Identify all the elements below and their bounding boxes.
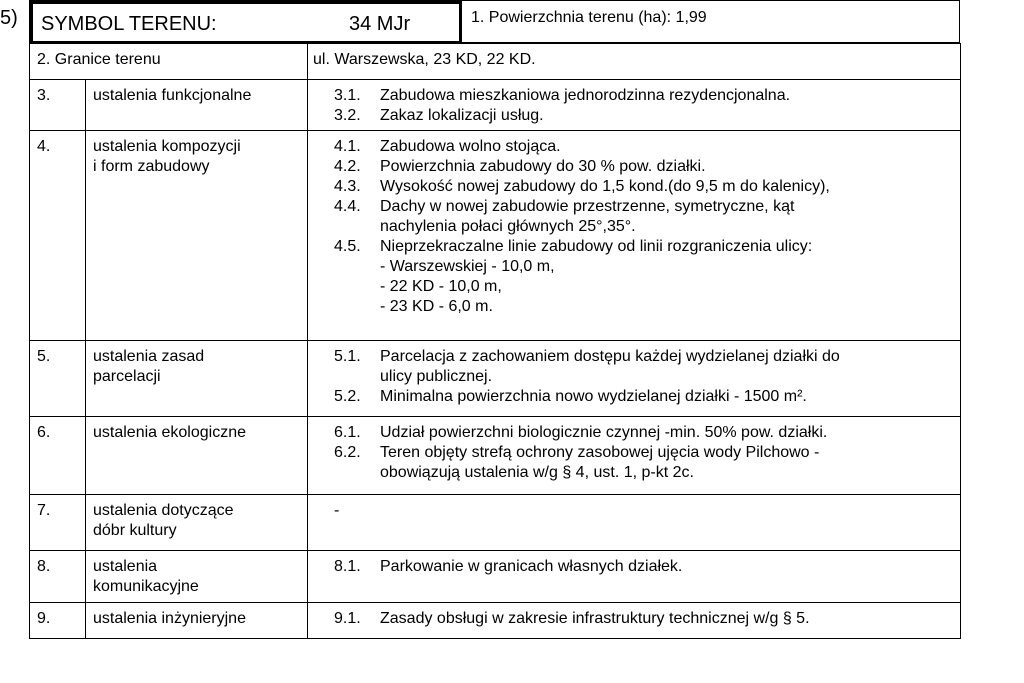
category-line: parcelacji [93, 368, 161, 385]
row-number: 9. [30, 603, 86, 639]
detail-item [308, 297, 960, 317]
detail-text: Zasady obsługi w zakresie infrastruktury technicznej w/g § 5. [380, 610, 810, 627]
detail-number: 4.2. [334, 158, 361, 175]
detail-item [308, 443, 960, 463]
detail-number [308, 367, 380, 387]
detail-item [308, 277, 960, 297]
detail-item [308, 423, 960, 443]
regulations-table [29, 43, 961, 639]
category-line: ustalenia kompozycji [93, 138, 241, 155]
row-category [86, 495, 308, 551]
detail-item [308, 137, 960, 157]
detail-number [308, 463, 380, 483]
detail-text: Zakaz lokalizacji usług. [380, 107, 544, 124]
row-category [86, 603, 308, 639]
detail-item [308, 463, 960, 483]
detail-text: Minimalna powierzchnia nowo wydzielanej działki - 1500 m². [380, 388, 807, 405]
row-category [86, 341, 308, 417]
detail-text: Parkowanie w granicach własnych działek. [380, 558, 683, 575]
detail-item [308, 86, 960, 106]
detail-text: Nieprzekraczalne linie zabudowy od linii rozgraniczenia ulicy: [380, 238, 813, 255]
detail-number: 4.3. [334, 178, 361, 195]
category-line: ustalenia inżynieryjne [93, 610, 246, 627]
detail-number [308, 277, 380, 297]
detail-text: ulicy publicznej. [380, 368, 493, 385]
detail-text: Zabudowa wolno stojąca. [380, 138, 561, 155]
detail-number [308, 257, 380, 277]
section-marker: 5) [0, 7, 18, 29]
detail-number: 9.1. [334, 610, 361, 627]
row-number: 6. [30, 417, 86, 495]
row-number: 8. [30, 551, 86, 603]
row-details [308, 341, 961, 417]
detail-number: 6.1. [334, 424, 361, 441]
detail-number: 3.2. [334, 107, 361, 124]
detail-number: 4.4. [334, 198, 361, 215]
row-details [308, 80, 961, 131]
detail-text: - 23 KD - 6,0 m. [380, 298, 493, 315]
detail-number: 6.2. [334, 444, 361, 461]
row-details [308, 551, 961, 603]
detail-text: - 22 KD - 10,0 m, [380, 278, 502, 295]
detail-number: 5.2. [334, 388, 361, 405]
area-field: 1. Powierzchnia terenu (ha): 1,99 [471, 9, 707, 26]
row-category [86, 417, 308, 495]
detail-item [308, 197, 960, 217]
detail-text: nachylenia połaci głównych 25°,35°. [380, 218, 636, 235]
detail-item [308, 387, 960, 407]
table-row [30, 603, 961, 639]
detail-item [308, 257, 960, 277]
detail-text: Zabudowa mieszkaniowa jednorodzinna rezydencjonalna. [380, 87, 791, 104]
table-row-borders [30, 44, 961, 80]
symbol-label: SYMBOL TERENU: [41, 13, 217, 35]
detail-text: Udział powierzchni biologicznie czynnej -min. 50% pow. działki. [380, 424, 828, 441]
detail-number: 3.1. [334, 87, 361, 104]
row-category [86, 80, 308, 131]
table-row [30, 341, 961, 417]
detail-item [308, 557, 960, 577]
category-line: i form zabudowy [93, 158, 210, 175]
row-category [86, 131, 308, 341]
table-row [30, 131, 961, 341]
header-row [29, 0, 960, 43]
detail-number [308, 297, 380, 317]
detail-text: obowiązują ustalenia w/g § 4, ust. 1, p-kt 2c. [380, 464, 694, 481]
detail-item [308, 501, 960, 521]
detail-number [308, 217, 380, 237]
detail-number: 4.5. [334, 238, 361, 255]
detail-number: 8.1. [334, 558, 361, 575]
detail-text: Dachy w nowej zabudowie przestrzenne, symetryczne, kąt [380, 198, 795, 215]
row-details [308, 603, 961, 639]
category-line: ustalenia ekologiczne [93, 424, 246, 441]
detail-text: Powierzchnia zabudowy do 30 % pow. działki. [380, 158, 706, 175]
detail-item [308, 106, 960, 126]
detail-text: Teren objęty strefą ochrony zasobowej ujęcia wody Pilchowo - [380, 444, 820, 461]
table-row [30, 417, 961, 495]
detail-text: Parcelacja z zachowaniem dostępu każdej wydzielanej działki do [380, 348, 840, 365]
detail-text [380, 501, 960, 521]
detail-number: 5.1. [334, 348, 361, 365]
category-line: komunikacyjne [93, 578, 199, 595]
detail-item [308, 177, 960, 197]
detail-item [308, 609, 960, 629]
row-details [308, 417, 961, 495]
category-line: dóbr kultury [93, 522, 177, 539]
detail-item [308, 217, 960, 237]
row-details [308, 131, 961, 341]
category-line: ustalenia zasad [93, 348, 205, 365]
table-row [30, 80, 961, 131]
detail-number: 4.1. [334, 138, 361, 155]
table-row [30, 495, 961, 551]
row-number: 3. [30, 80, 86, 131]
category-line: ustalenia funkcjonalne [93, 87, 252, 104]
row-details [308, 495, 961, 551]
row-number: 7. [30, 495, 86, 551]
detail-text: - Warszewskiej - 10,0 m, [380, 258, 555, 275]
detail-text: Wysokość nowej zabudowy do 1,5 kond.(do 9,5 m do kalenicy), [380, 178, 830, 195]
category-line: ustalenia dotyczące [93, 502, 234, 519]
symbol-box [30, 1, 462, 44]
detail-item [308, 367, 960, 387]
detail-item [308, 347, 960, 367]
category-line: ustalenia [93, 558, 158, 575]
detail-item [308, 157, 960, 177]
row-category [86, 551, 308, 603]
borders-value: ul. Warszewska, 23 KD, 22 KD. [308, 44, 961, 80]
borders-label: 2. Granice terenu [30, 44, 308, 80]
detail-number: - [334, 502, 340, 519]
row-number: 5. [30, 341, 86, 417]
table-row [30, 551, 961, 603]
detail-item [308, 237, 960, 257]
row-number: 4. [30, 131, 86, 341]
symbol-value: 34 MJr [349, 13, 411, 35]
